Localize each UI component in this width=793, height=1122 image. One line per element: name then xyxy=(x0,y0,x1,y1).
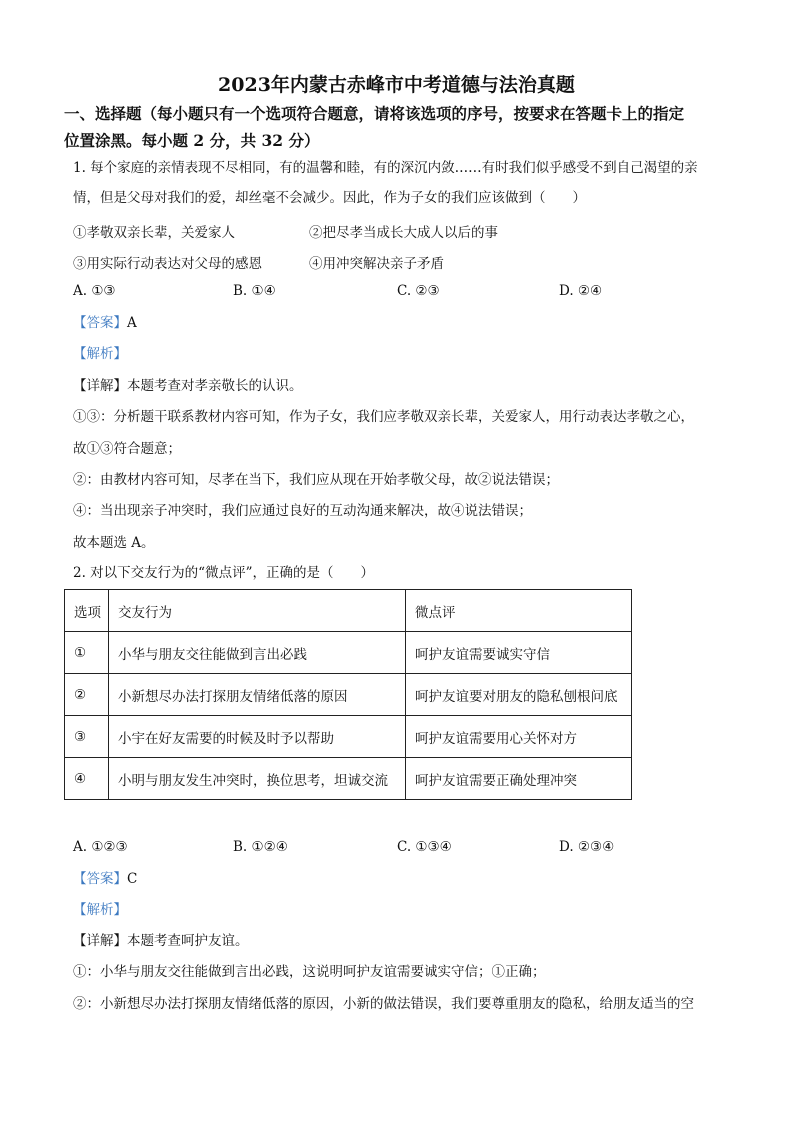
table-header-row xyxy=(65,590,632,632)
q1-option-d: D. ②④ xyxy=(559,283,603,299)
table-cell: 小新想尽办法打探朋友情绪低落的原因 xyxy=(109,674,406,716)
table-header: 选项 xyxy=(65,590,109,632)
table-row xyxy=(65,674,632,716)
answer-value: C xyxy=(127,871,138,887)
page-title: 2023年内蒙古赤峰市中考道德与法治真题 xyxy=(218,74,575,96)
q1-detail-line: ①③：分析题干联系教材内容可知，作为子女，我们应孝敬双亲长辈，关爱家人，用行动表达孝敬之心， xyxy=(73,409,694,425)
q1-item-1: ①孝敬双亲长辈，关爱家人 xyxy=(73,225,235,241)
table-cell: ① xyxy=(65,632,109,674)
q2-option-b: B. ①②④ xyxy=(233,839,288,855)
table-cell: ③ xyxy=(65,716,109,758)
q1-answer xyxy=(73,314,137,332)
table-cell: 呵护友谊要对朋友的隐私刨根问底 xyxy=(406,674,632,716)
q1-detail-line: 故本题选 A。 xyxy=(73,535,155,551)
answer-label: 【答案】 xyxy=(73,315,127,331)
section-heading-line2: 位置涂黑。每小题 2 分，共 32 分） xyxy=(64,131,320,150)
answer-label: 【答案】 xyxy=(73,871,127,887)
q2-stem: 2. 对以下交友行为的“微点评”，正确的是（ ） xyxy=(73,565,374,581)
table-row xyxy=(65,632,632,674)
q1-stem-line1: 1. 每个家庭的亲情表现不尽相同，有的温馨和睦，有的深沉内敛……有时我们似乎感受不到自己渴望的亲 xyxy=(73,160,698,176)
q2-answer xyxy=(73,870,137,888)
q2-option-c: C. ①③④ xyxy=(397,839,452,855)
q1-item-2: ②把尽孝当成长大成人以后的事 xyxy=(309,225,498,241)
table-row xyxy=(65,716,632,758)
q1-item-3: ③用实际行动表达对父母的感恩 xyxy=(73,256,262,272)
q2-option-d: D. ②③④ xyxy=(559,839,615,855)
q2-detail-line: ①：小华与朋友交往能做到言出必践，这说明呵护友谊需要诚实守信；①正确； xyxy=(73,964,546,980)
q1-item-4: ④用冲突解决亲子矛盾 xyxy=(309,256,444,272)
table-cell: ④ xyxy=(65,758,109,800)
table-row xyxy=(65,758,632,800)
table-cell: 小宇在好友需要的时候及时予以帮助 xyxy=(109,716,406,758)
q1-option-b: B. ①④ xyxy=(233,283,276,299)
q1-stem-line2: 情，但是父母对我们的爱，却丝毫不会减少。因此，作为子女的我们应该做到（ ） xyxy=(73,190,586,206)
section-heading-line1: 一、选择题（每小题只有一个选项符合题意，请将该选项的序号，按要求在答题卡上的指定 xyxy=(64,104,685,123)
q1-option-c: C. ②③ xyxy=(397,283,440,299)
table-header: 微点评 xyxy=(406,590,632,632)
q2-table xyxy=(64,589,632,800)
table-cell: 呵护友谊需要诚实守信 xyxy=(406,632,632,674)
table-cell: 小明与朋友发生冲突时，换位思考，坦诚交流 xyxy=(109,758,406,800)
table-cell: 呵护友谊需要正确处理冲突 xyxy=(406,758,632,800)
q1-detail-line: 故①③符合题意； xyxy=(73,441,181,457)
q2-analysis-label: 【解析】 xyxy=(73,902,127,918)
q1-detail-line: 【详解】本题考查对孝亲敬长的认识。 xyxy=(73,378,303,394)
q1-option-a: A. ①③ xyxy=(73,283,116,299)
q2-detail-line: ②：小新想尽办法打探朋友情绪低落的原因，小新的做法错误，我们要尊重朋友的隐私，给朋友适当的空 xyxy=(73,996,694,1012)
q1-analysis-label: 【解析】 xyxy=(73,346,127,362)
table-cell: 小华与朋友交往能做到言出必践 xyxy=(109,632,406,674)
q2-detail-line: 【详解】本题考查呵护友谊。 xyxy=(73,933,249,949)
q1-detail-line: ②：由教材内容可知，尽孝在当下，我们应从现在开始孝敬父母，故②说法错误； xyxy=(73,472,559,488)
q2-option-a: A. ①②③ xyxy=(73,839,128,855)
table-header: 交友行为 xyxy=(109,590,406,632)
table-cell: ② xyxy=(65,674,109,716)
table-cell: 呵护友谊需要用心关怀对方 xyxy=(406,716,632,758)
answer-value: A xyxy=(127,315,137,331)
q1-detail-line: ④：当出现亲子冲突时，我们应通过良好的互动沟通来解决，故④说法错误； xyxy=(73,503,532,519)
